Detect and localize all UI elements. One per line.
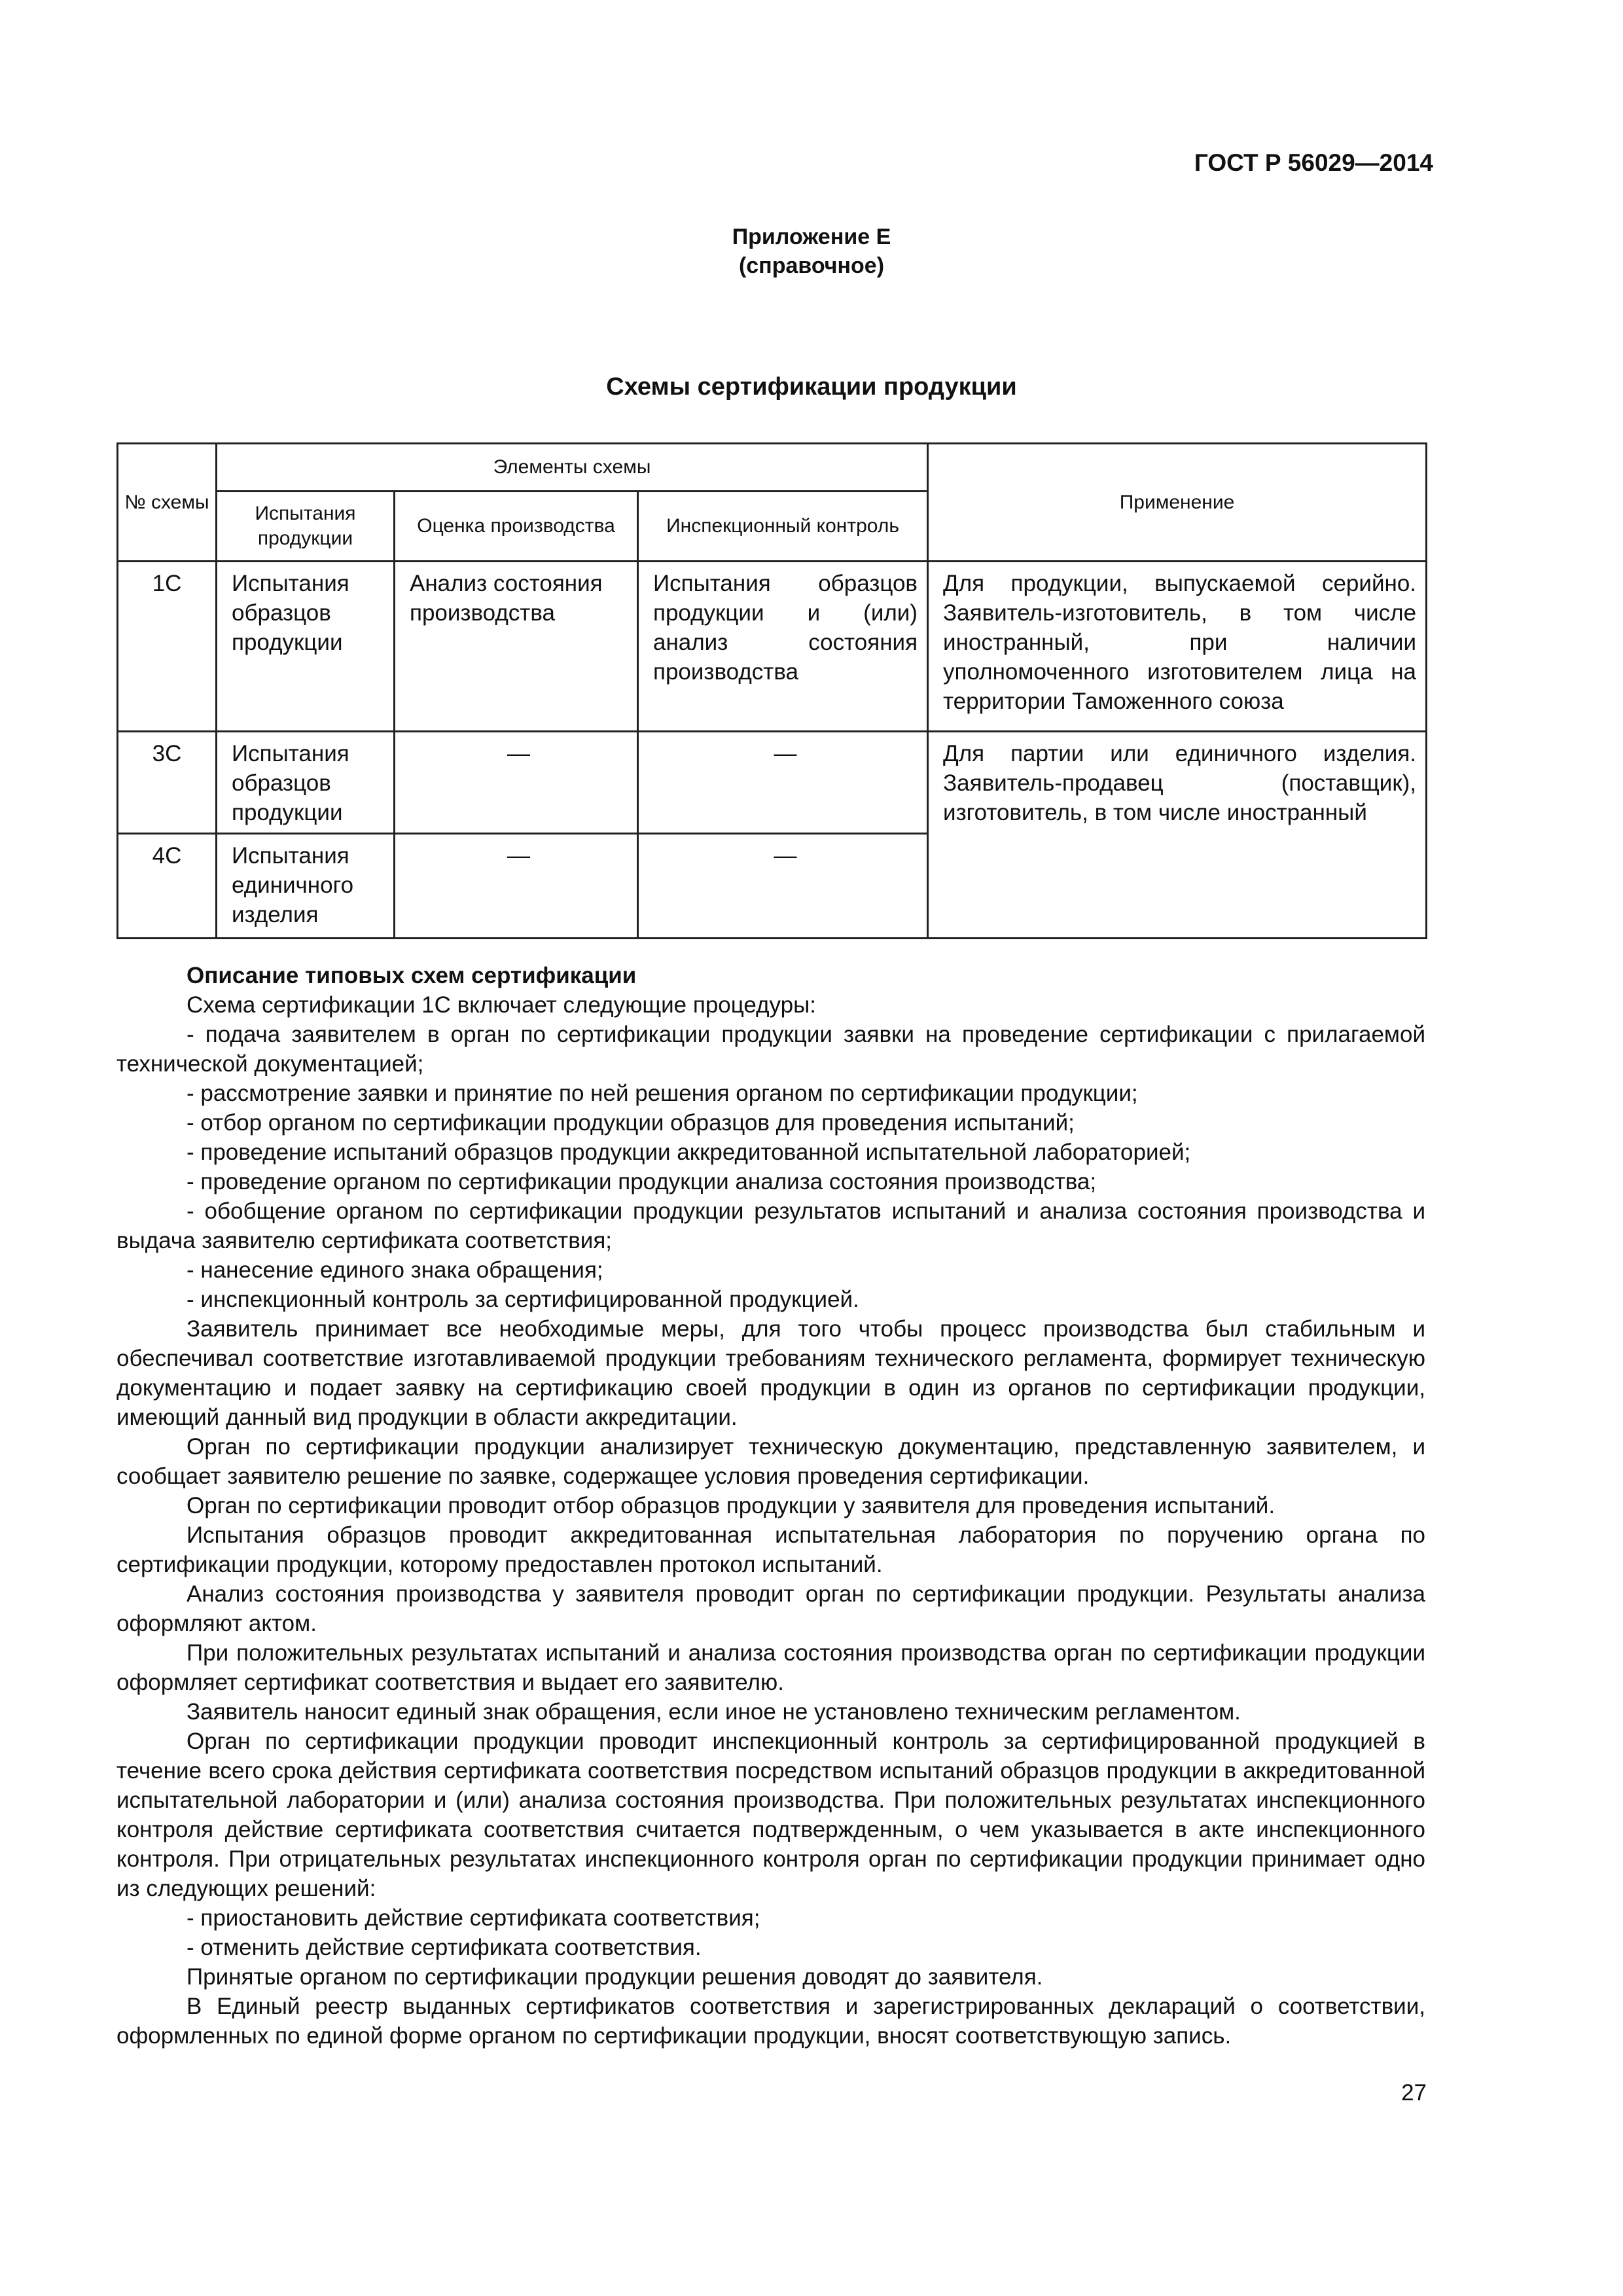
cell-application: Для партии или единичного изделия. Заявитель-продавец (поставщик), изготовитель, в том числе иностранный	[928, 732, 1427, 939]
cell-testing: Испытания единичного изделия	[217, 834, 395, 939]
header-product-testing: Испытания продукции	[217, 492, 395, 562]
description-heading: Описание типовых схем сертификации	[187, 963, 637, 988]
list-item: - проведение органом по сертификации продукции анализа состояния производства;	[187, 1169, 1097, 1194]
list-item: - проведение испытаний образцов продукции аккредитованной испытательной лабораторией;	[187, 1139, 1191, 1165]
paragraph: Орган по сертификации продукции анализирует техническую документацию, представленную заявителем, и сообщает заявителю решение по заявке, содержащее условия проведения сертификации.	[116, 1434, 1425, 1489]
paragraph: При положительных результатах испытаний и анализа состояния производства орган по сертификации продукции оформляет сертификат соответствия и выдает его заявителю.	[116, 1640, 1425, 1695]
paragraph: Анализ состояния производства у заявителя проводит орган по сертификации продукции. Результаты анализа оформляют актом.	[116, 1581, 1425, 1636]
cell-scheme-number: 3С	[118, 732, 217, 834]
cell-assessment: Анализ состояния производства	[395, 562, 638, 732]
header-scheme-elements: Элементы схемы	[217, 444, 928, 492]
cell-application: Для продукции, выпускаемой серийно. Заявитель-изготовитель, в том числе иностранный, при наличии уполномоченного изготовителем лица на территории Таможенного союза	[928, 562, 1427, 732]
list-item: - подача заявителем в орган по сертификации продукции заявки на проведение сертификации с прилагаемой технической документацией;	[116, 1022, 1425, 1077]
header-scheme-number: № схемы	[118, 444, 217, 562]
paragraph: Заявитель наносит единый знак обращения, если иное не установлено техническим регламентом.	[187, 1699, 1241, 1725]
page-number: 27	[1401, 2080, 1427, 2106]
header-application: Применение	[928, 444, 1427, 562]
list-item: - нанесение единого знака обращения;	[187, 1257, 603, 1283]
list-item: - рассмотрение заявки и принятие по ней решения органом по сертификации продукции;	[187, 1081, 1138, 1106]
cell-inspection: —	[638, 732, 928, 834]
table-title: Схемы сертификации продукции	[606, 373, 1017, 401]
scheme-description	[116, 961, 1425, 2051]
appendix-title: Приложение Е	[732, 224, 891, 249]
cell-scheme-number: 4С	[118, 834, 217, 939]
list-item: - приостановить действие сертификата соответствия;	[187, 1905, 760, 1931]
header-inspection-control: Инспекционный контроль	[638, 492, 928, 562]
certification-schemes-table	[116, 442, 1427, 939]
cell-testing: Испытания образцов продукции	[217, 732, 395, 834]
cell-inspection: Испытания образцов продукции и (или) анализ состояния производства	[638, 562, 928, 732]
list-item: - обобщение органом по сертификации продукции результатов испытаний и анализа состояния производства и выдача заявителю сертификата соответствия;	[116, 1198, 1425, 1253]
list-item: - отбор органом по сертификации продукции образцов для проведения испытаний;	[187, 1110, 1075, 1136]
table-row	[118, 732, 1427, 834]
cell-testing: Испытания образцов продукции	[217, 562, 395, 732]
appendix-subtitle: (справочное)	[738, 253, 885, 278]
appendix-header	[0, 223, 1623, 280]
list-item: - инспекционный контроль за сертифицированной продукцией.	[187, 1287, 859, 1312]
paragraph: Схема сертификации 1С включает следующие процедуры:	[187, 992, 816, 1018]
paragraph: Принятые органом по сертификации продукции решения доводят до заявителя.	[187, 1964, 1043, 1990]
cell-scheme-number: 1С	[118, 562, 217, 732]
paragraph: Испытания образцов проводит аккредитованная испытательная лаборатория по поручению органа по сертификации продукции, которому предоставлен протокол испытаний.	[116, 1522, 1425, 1577]
cell-assessment: —	[395, 732, 638, 834]
cell-assessment: —	[395, 834, 638, 939]
table-row	[118, 562, 1427, 732]
cell-inspection: —	[638, 834, 928, 939]
paragraph: Заявитель принимает все необходимые меры, для того чтобы процесс производства был стабильным и обеспечивал соответствие изготавливаемой продукции требованиям технического регламента, формирует техническую документацию и подает заявку на сертификацию своей продукции в один из органов по сертификации продукции, имеющий данный вид продукции в области аккредитации.	[116, 1316, 1425, 1430]
header-production-assessment: Оценка производства	[395, 492, 638, 562]
paragraph: В Единый реестр выданных сертификатов соответствия и зарегистрированных деклараций о соответствии, оформленных по единой форме органом по сертификации продукции, вносят соответствующую запись.	[116, 1994, 1425, 2049]
document-code: ГОСТ Р 56029—2014	[1194, 149, 1433, 176]
paragraph: Орган по сертификации проводит отбор образцов продукции у заявителя для проведения испытаний.	[187, 1493, 1275, 1518]
paragraph: Орган по сертификации продукции проводит инспекционный контроль за сертифицированной продукцией в течение всего срока действия сертификата соответствия посредством испытаний образцов продукции в аккредитованной испытательной лаборатории и (или) анализа состояния производства. При положительных результатах инспекционного контроля действие сертификата соответствия считается подтвержденным, о чем указывается в акте инспекционного контроля. При отрицательных результатах инспекционного контроля орган по сертификации продукции принимает одно из следующих решений:	[116, 1729, 1425, 1901]
list-item: - отменить действие сертификата соответствия.	[187, 1935, 702, 1960]
